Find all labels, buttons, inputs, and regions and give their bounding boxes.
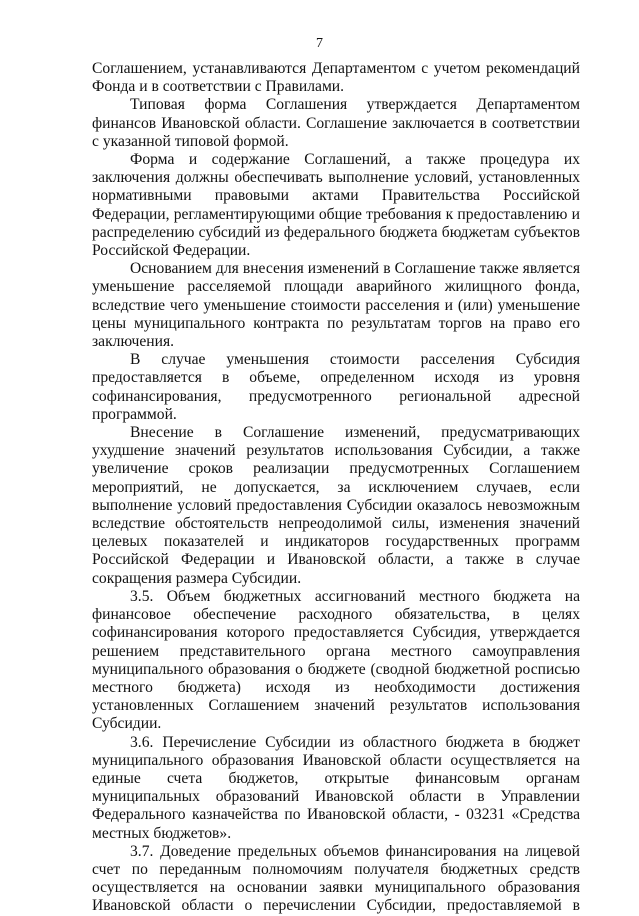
paragraph-standard-form: Типовая форма Соглашения утверждается Департаментом финансов Ивановской области. Соглашение заключается в соответствии с указанной типовой формой. bbox=[92, 96, 580, 150]
paragraph-grounds-for-changes: Основанием для внесения изменений в Соглашение также является уменьшение расселяемой площади аварийного жилищного фонда, вследствие чего уменьшение стоимости расселения и (или) уменьшение цены муниципального контракта по результатам торгов на право его заключения. bbox=[92, 260, 580, 351]
paragraph-changes-restrictions: Внесение в Соглашение изменений, предусматривающих ухудшение значений результатов использования Субсидии, а также увеличение сроков реализации предусмотренных Соглашением мероприятий, не допускается, за исключением случаев, если выполнение условий предоставления Субсидии оказалось невозможным вследствие обстоятельств непреодолимой силы, изменения значений целевых показателей и индикаторов государственных программ Российской Федерации и Ивановской области, а также в случае сокращения размера Субсидии. bbox=[92, 424, 580, 587]
page-number: 7 bbox=[316, 36, 323, 51]
paragraph-section-3-7: 3.7. Доведение предельных объемов финансирования на лицевой счет по переданным полномочиям получателя бюджетных средств осуществляется на основании заявки муниципального образования Ивановской области о перечислении Субсидии, предоставляемой в bbox=[92, 842, 580, 915]
paragraph-cost-reduction: В случае уменьшения стоимости расселения Субсидия предоставляется в объеме, определенном исходя из уровня софинансирования, предусмотренного региональной адресной программой. bbox=[92, 351, 580, 423]
paragraph-section-3-5: 3.5. Объем бюджетных ассигнований местного бюджета на финансовое обеспечение расходного обязательства, в целях софинансирования которого предоставляется Субсидия, утверждается решением представительного органа местного самоуправления муниципального образования о бюджете (сводной бюджетной росписью местного бюджета) исходя из необходимости достижения установленных Соглашением значений результатов использования Субсидии. bbox=[92, 587, 580, 733]
paragraph-section-3-6: 3.6. Перечисление Субсидии из областного бюджета в бюджет муниципального образования Ивановской области осуществляется на единые счета бюджетов, открытые финансовым органам муниципальных образований Ивановской области в Управлении Федерального казначейства по Ивановской области, - 03231 «Средства местных бюджетов». bbox=[92, 733, 580, 842]
paragraph-form-content: Форма и содержание Соглашений, а также процедура их заключения должны обеспечивать выполнение условий, установленных нормативными правовыми актами Правительства Российской Федерации, регламентирующими общие требования к предоставлению и распределению субсидий из федерального бюджета бюджетам субъектов Российской Федерации. bbox=[92, 151, 580, 260]
paragraph-agreement-continuation: Соглашением, устанавливаются Департаментом с учетом рекомендаций Фонда и в соответствии с Правилами. bbox=[92, 60, 580, 96]
document-body bbox=[92, 60, 580, 916]
